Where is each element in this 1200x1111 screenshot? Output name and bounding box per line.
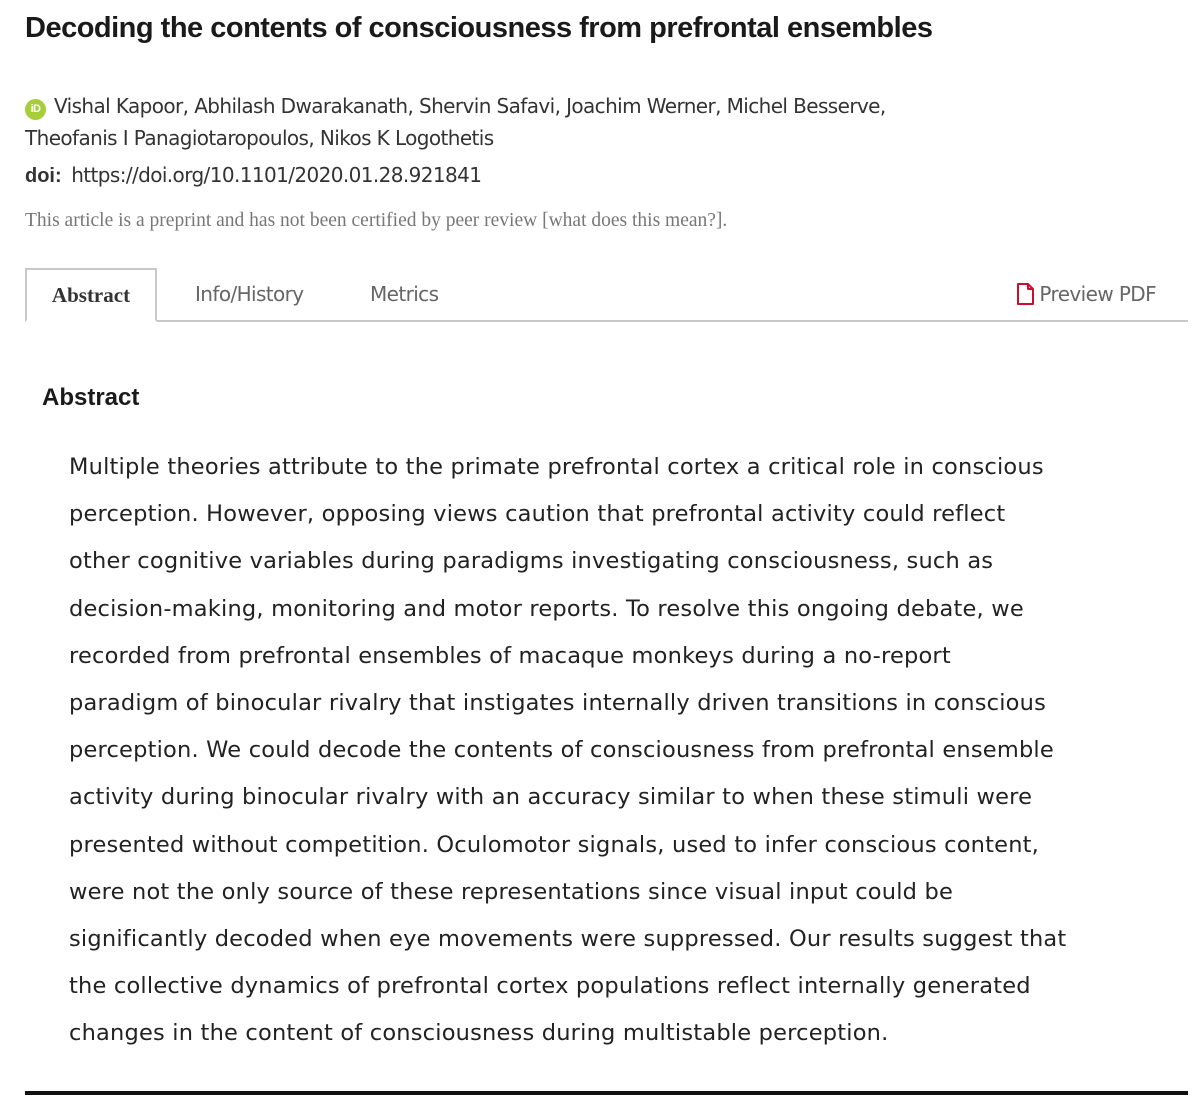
abstract-line: activity during binocular rivalry with an accuracy similar to when these stimuli were [69,784,1033,811]
tab-abstract[interactable]: Abstract [25,268,157,322]
abstract-line: presented without competition. Oculomotor signals, used to infer conscious content, [69,831,1040,858]
authors-line-2[interactable]: Theofanis I Panagiotaropoulos, Nikos K Logothetis [25,126,494,150]
doi-line [25,160,481,191]
tab-metrics[interactable]: Metrics [370,282,439,306]
what-does-this-mean-link[interactable]: [what does this mean?] [542,210,723,231]
preview-pdf-label: Preview PDF [1039,282,1156,306]
authors-line-1[interactable]: Vishal Kapoor, Abhilash Dwarakanath, Shervin Safavi, Joachim Werner, Michel Besserve, [54,94,886,118]
article-tabs [25,268,1188,322]
author-list [25,90,1005,154]
abstract-line: perception. However, opposing views caution that prefrontal activity could reflect [69,501,1006,528]
abstract-line: other cognitive variables during paradigms investigating consciousness, such as [69,548,994,575]
abstract-line: decision-making, monitoring and motor reports. To resolve this ongoing debate, we [69,595,1024,622]
abstract-line: paradigm of binocular rivalry that instigates internally driven transitions in conscious [69,690,1047,717]
tab-info-history[interactable]: Info/History [195,282,304,306]
doi-label: doi: [25,165,62,187]
pdf-file-icon [1016,283,1035,305]
doi-link[interactable]: https://doi.org/10.1101/2020.01.28.921841 [71,163,482,187]
abstract-line: the collective dynamics of prefrontal cortex populations reflect internally generated [69,973,1031,1000]
abstract-heading: Abstract [42,384,140,411]
abstract-line: perception. We could decode the contents of consciousness from prefrontal ensemble [69,737,1054,764]
abstract-line: were not the only source of these representations since visual input could be [69,878,954,905]
bottom-divider [25,1091,1188,1095]
preprint-notice-text: This article is a preprint and has not been certified by peer review [25,210,538,231]
abstract-line: changes in the content of consciousness during multistable perception. [69,1020,889,1047]
preprint-notice-period: . [722,210,728,231]
abstract-line: significantly decoded when eye movements were suppressed. Our results suggest that [69,926,1067,953]
preview-pdf-button[interactable] [1016,268,1156,320]
article-title: Decoding the contents of consciousness from prefrontal ensembles [25,12,933,44]
abstract-line: recorded from prefrontal ensembles of macaque monkeys during a no-report [69,642,951,669]
abstract-body [69,444,1159,1058]
orcid-icon[interactable]: iD [25,99,46,120]
preprint-notice [25,208,727,234]
abstract-line: Multiple theories attribute to the primate prefrontal cortex a critical role in conscious [69,454,1044,480]
